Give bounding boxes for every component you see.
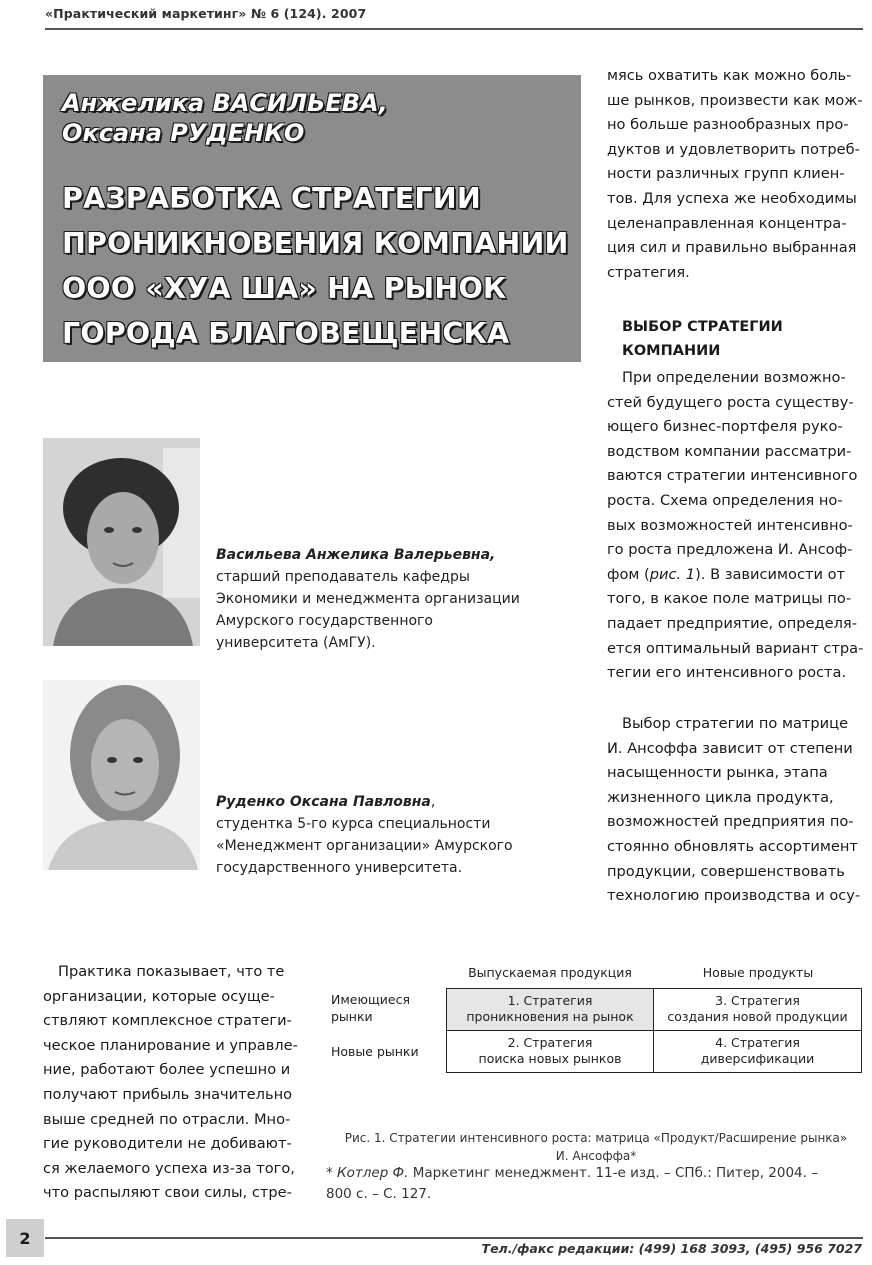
text-line: но больше разнообразных про- — [607, 116, 849, 134]
cell-line: диверсификации — [700, 1051, 815, 1067]
text-line: Практика показывает, что те — [58, 963, 285, 980]
heading-line: ВЫБОР СТРАТЕГИИ — [622, 319, 783, 335]
text-line: что распыляют свои силы, стре- — [43, 1184, 292, 1202]
bio-rudenko — [216, 791, 561, 879]
text-line: водством компании рассматри- — [607, 442, 852, 460]
bio-line: государственного университета. — [216, 860, 463, 876]
text-line: ция сил и правильно выбранная — [607, 239, 857, 257]
cell-line: проникновения на рынок — [466, 1009, 634, 1025]
text-fragment: фом ( — [607, 565, 650, 583]
matrix-column-header: Новые продукты — [702, 965, 814, 980]
figure-reference-link: рис. 1 — [649, 565, 696, 583]
text-line: мясь охватить как можно боль- — [607, 67, 852, 84]
cell-line: 2. Стратегия — [507, 1035, 593, 1051]
bio-name: Васильева Анжелика Валерьевна, — [216, 547, 496, 563]
text-line: возможностей предприятия по- — [607, 813, 854, 831]
text-line: Выбор стратегии по матрице — [622, 715, 849, 732]
text-line: дуктов и удовлетворить потреб- — [607, 140, 860, 158]
bio-name-suffix: , — [430, 794, 436, 810]
author-line: Оксана РУДЕНКО — [62, 119, 305, 147]
right-column-paragraph-2 — [607, 366, 865, 686]
figure-caption — [330, 1129, 862, 1165]
left-column-paragraph — [43, 960, 301, 1206]
matrix-row-header — [331, 991, 410, 1025]
page-number: 2 — [6, 1219, 44, 1257]
footnote-marker: * — [326, 1165, 338, 1181]
text-line: выше средней по отрасли. Мно- — [43, 1110, 291, 1128]
text-line: тегии его интенсивного роста. — [607, 664, 847, 682]
bio-line: Амурского государственного — [216, 613, 433, 629]
text-line: ности различных групп клиен- — [607, 165, 845, 183]
text-line: того, в какое поле матрицы по- — [607, 590, 852, 608]
text-line: насыщенности рынка, этапа — [607, 764, 828, 782]
bio-line: университета (АмГУ). — [216, 635, 376, 651]
text-line: организации, которые осуще- — [43, 987, 275, 1005]
row-header-line: Имеющиеся — [331, 992, 410, 1007]
right-column-paragraph-3 — [607, 712, 865, 909]
cell-line: поиска новых рынков — [478, 1051, 622, 1067]
caption-line: И. Ансоффа* — [555, 1149, 637, 1163]
matrix-cell-market-development — [447, 1031, 654, 1073]
journal-header: «Практический маркетинг» № 6 (124). 2007 — [45, 6, 367, 21]
footnote-text: Маркетинг менеджмент. 11-е изд. – СПб.: Питер, 2004. – — [408, 1165, 818, 1181]
cell-line: создания новой продукции — [667, 1009, 848, 1025]
text-line: вых возможностей интенсивно- — [607, 516, 853, 534]
matrix-column-header: Выпускаемая продукция — [468, 965, 632, 980]
row-header-line: рынки — [331, 1009, 373, 1024]
section-heading — [622, 315, 783, 363]
text-line: ется оптимальный вариант стра- — [607, 639, 864, 657]
editorial-contact: Тел./факс редакции: (499) 168 3093, (495) 956 7027 — [481, 1241, 862, 1256]
bio-vasilieva — [216, 544, 561, 654]
bio-line: Экономики и менеджмента организации — [216, 591, 520, 607]
text-line: гие руководители не добивают- — [43, 1135, 292, 1153]
text-line: технологию производства и осу- — [607, 887, 861, 905]
footnote — [326, 1163, 866, 1205]
text-line: целенаправленная концентра- — [607, 214, 847, 232]
bio-line: студентка 5-го курса специальности — [216, 816, 491, 832]
text-line: падает предприятие, определя- — [607, 614, 857, 632]
cell-line: 1. Стратегия — [507, 993, 593, 1009]
matrix-row-header — [331, 1043, 419, 1060]
right-column-paragraph-1 — [607, 64, 865, 285]
article-authors — [62, 88, 572, 148]
title-line: ООО «ХУА ША» НА РЫНОК — [62, 272, 507, 305]
bio-name: Руденко Оксана Павловна — [216, 794, 431, 810]
text-line: стоянно обновлять ассортимент — [607, 837, 858, 855]
title-line: ГОРОДА БЛАГОВЕЩЕНСКА — [62, 317, 510, 350]
matrix-cell-penetration — [447, 989, 654, 1031]
title-line: РАЗРАБОТКА СТРАТЕГИИ — [62, 182, 481, 215]
footnote-text: 800 с. – С. 127. — [326, 1186, 432, 1202]
row-header-line: Новые рынки — [331, 1044, 419, 1059]
text-line: ющего бизнес-портфеля руко- — [607, 418, 843, 436]
text-line: ваются стратегии интенсивного — [607, 467, 858, 485]
top-rule — [45, 28, 863, 30]
bottom-rule — [45, 1237, 863, 1239]
footnote-author: Котлер Ф. — [337, 1165, 409, 1181]
article-title — [62, 176, 577, 356]
cell-line: 3. Стратегия — [715, 993, 800, 1009]
text-line: роста. Схема определения но- — [607, 491, 843, 509]
author-photo-vasilieva — [43, 438, 200, 646]
text-line: продукции, совершенствовать — [607, 862, 845, 880]
text-line: го роста предложена И. Ансоф- — [607, 541, 853, 559]
text-line: ся желаемого успеха из-за того, — [43, 1159, 295, 1177]
matrix-cell-product-development — [654, 989, 861, 1031]
text-line — [607, 563, 865, 588]
text-line: ческое планирование и управле- — [43, 1036, 298, 1054]
text-fragment: ). В зависимости от — [695, 565, 846, 583]
text-line: жизненного цикла продукта, — [607, 788, 834, 806]
text-line: получают прибыль значительно — [43, 1085, 293, 1103]
text-line: тов. Для успеха же необходимы — [607, 189, 857, 207]
title-line: ПРОНИКНОВЕНИЯ КОМПАНИИ — [62, 227, 569, 260]
text-line: ние, работают более успешно и — [43, 1061, 291, 1079]
bio-line: старший преподаватель кафедры — [216, 569, 470, 585]
heading-line: КОМПАНИИ — [622, 343, 721, 359]
text-line: При определении возможно- — [622, 369, 846, 386]
author-photo-rudenko — [43, 680, 200, 870]
text-line: ствляют комплексное стратеги- — [43, 1012, 292, 1030]
text-line: стратегия. — [607, 263, 690, 281]
matrix-cell-diversification — [654, 1031, 861, 1073]
ansoff-matrix — [446, 988, 862, 1073]
bio-line: «Менеджмент организации» Амурского — [216, 838, 513, 854]
caption-line: Рис. 1. Стратегии интенсивного роста: матрица «Продукт/Расширение рынка» — [344, 1131, 848, 1145]
author-line: Анжелика ВАСИЛЬЕВА, — [62, 89, 388, 117]
text-line: стей будущего роста существу- — [607, 393, 854, 411]
text-line: ше рынков, произвести как мож- — [607, 91, 863, 109]
cell-line: 4. Стратегия — [715, 1035, 800, 1051]
text-line: И. Ансоффа зависит от степени — [607, 739, 853, 757]
